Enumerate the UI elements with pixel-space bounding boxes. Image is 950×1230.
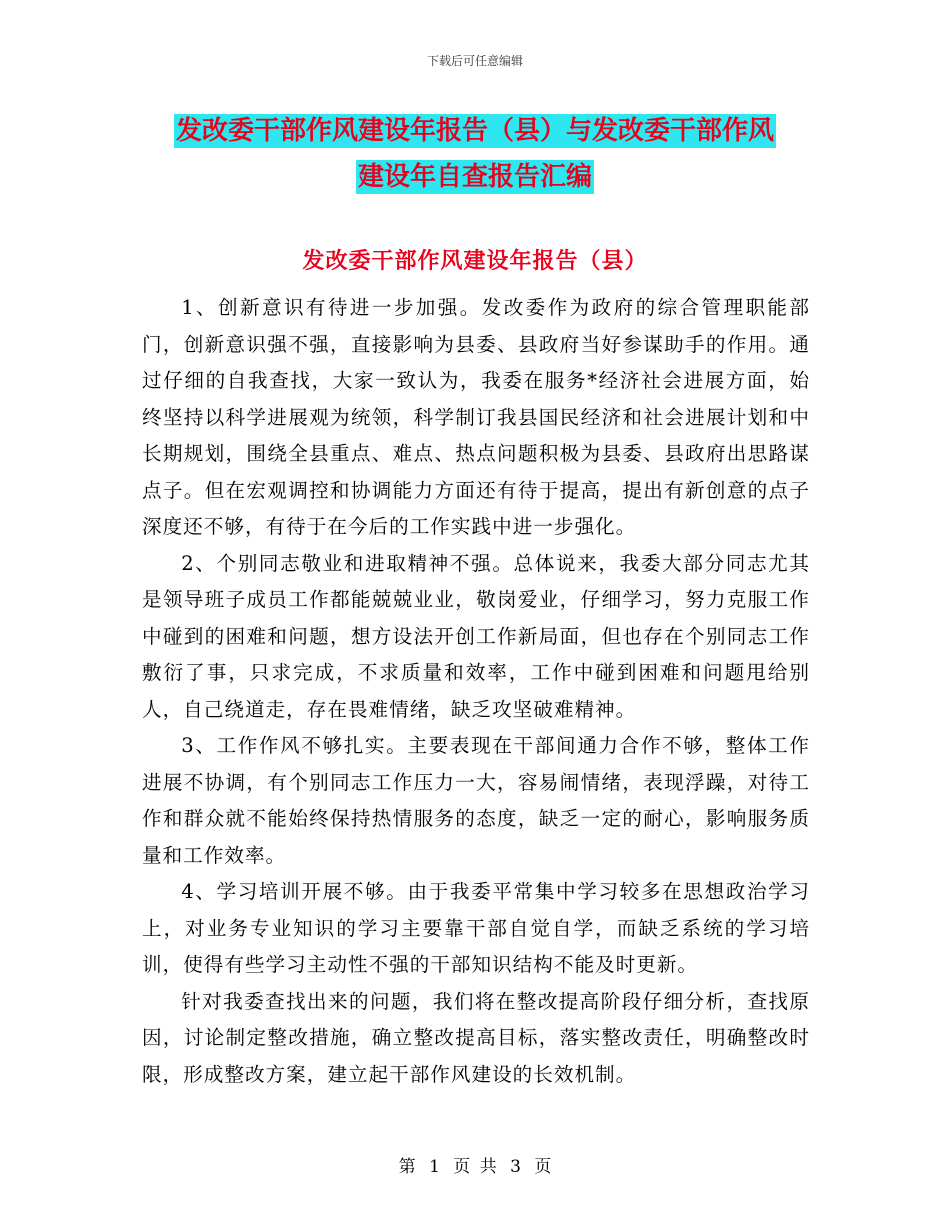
- body-text: [142, 290, 810, 1093]
- section-title: 发改委干部作风建设年报告（县）: [302, 249, 648, 274]
- title-line-1: 发改委干部作风建设年报告（县）与发改委干部作风: [175, 116, 774, 146]
- footer-prefix: 第: [398, 1157, 416, 1177]
- paragraph-2: 2、个别同志敬业和进取精神不强。总体说来，我委大部分同志尤其是领导班子成员工作都能兢兢业业，敬岗爱业，仔细学习，努力克服工作中碰到的困难和问题，想方设法开创工作新局面，但也存在个别同志工作敷衍了事，只求完成，不求质量和效率，工作中碰到困难和问题甩给别人，自己绕道走，存在畏难情绪，缺乏攻坚破难精神。: [142, 551, 810, 721]
- current-page-number: 1: [429, 1157, 440, 1177]
- title-line-2: 建设年自查报告汇编: [357, 162, 592, 192]
- paragraph-1: 1、创新意识有待进一步加强。发改委作为政府的综合管理职能部门，创新意识强不强，直接影响为县委、县政府当好参谋助手的作用。通过仔细的自我查找，大家一致认为，我委在服务*经济社会进展方面，始终坚持以科学进展观为统领，科学制订我县国民经济和社会进展计划和中长期规划，围绕全县重点、难点、热点问题积极为县委、县政府出思路谋点子。但在宏观调控和协调能力方面还有待于提高，提出有新创意的点子深度还不够，有待于在今后的工作实践中进一步强化。: [142, 296, 810, 538]
- document-title: [0, 108, 950, 200]
- paragraph-4: 4、学习培训开展不够。由于我委平常集中学习较多在思想政治学习上，对业务专业知识的学习主要靠干部自觉自学，而缺乏系统的学习培训，使得有些学习主动性不强的干部知识结构不能及时更新。: [142, 880, 810, 976]
- header-note: 下载后可任意编辑: [426, 54, 523, 68]
- paragraph-5: 针对我委查找出来的问题，我们将在整改提高阶段仔细分析，查找原因，讨论制定整改措施，确立整改提高目标，落实整改责任，明确整改时限，形成整改方案，建立起干部作风建设的长效机制。: [142, 989, 810, 1086]
- page-footer: [0, 1152, 950, 1177]
- footer-middle: 页 共: [453, 1157, 497, 1177]
- total-pages: 3: [510, 1157, 521, 1177]
- footer-suffix: 页: [534, 1157, 552, 1177]
- paragraph-3: 3、工作作风不够扎实。主要表现在干部间通力合作不够，整体工作进展不协调，有个别同志工作压力一大，容易闹情绪，表现浮躁，对待工作和群众就不能始终保持热情服务的态度，缺乏一定的耐心，影响服务质量和工作效率。: [142, 734, 810, 867]
